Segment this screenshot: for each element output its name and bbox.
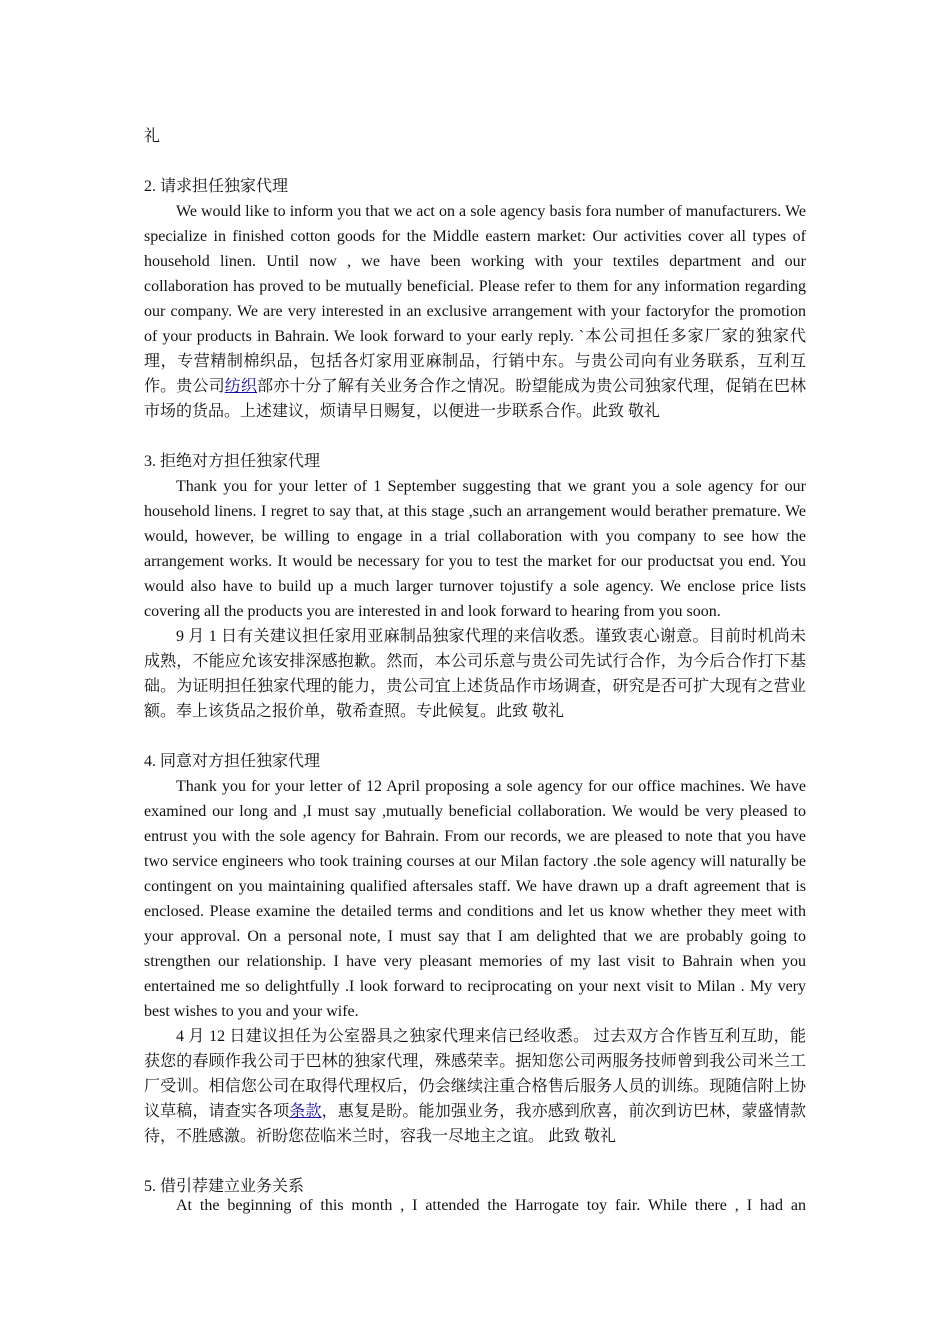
section-2-chinese-text: 部亦十分了解有关业务合作之情况。盼望能成为贵公司独家代理，促销在巴林市场的货品。上述建议，烦请早日赐复，以便进一步联系合作。此致 敬礼 (144, 378, 806, 420)
document-body (144, 124, 806, 1199)
section-4-english-paragraph: Thank you for your letter of 12 April proposing a sole agency for our office machines. We have examined our long and ,I must say ,mutually beneficial collaboration. We would be very pleased to entrust you with the sole agency for Bahrain. From our records, we are pleased to note that you have two service engineers who took training courses at our Milan factory .the sole agency will naturally be contingent on you maintaining qualified aftersales staff. We have drawn up a draft agreement that is enclosed. Please examine the detailed terms and conditions and let us know whether they meet with your approval. On a personal note, I must say that I am delighted that we are probably going to strengthen our relationship. I have very pleasant memories of my last visit to Bahrain when you entertained me so delightfully .I look forward to reciprocating on your next visit to Milan . My very best wishes to you and your wife. (144, 778, 806, 1020)
section-2-heading: 2. 请求担任独家代理 (144, 178, 289, 195)
top-fragment: 礼 (144, 128, 161, 145)
section-5-english-paragraph: At the beginning of this month , I attended the Harrogate toy fair. While there , I had an (176, 1197, 806, 1214)
section-5-heading: 5. 借引荐建立业务关系 (144, 1178, 305, 1195)
textile-link[interactable]: 纺织 (224, 378, 258, 395)
section-2-paragraph (144, 199, 806, 424)
section-3-chinese-paragraph: 9 月 1 日有关建议担任家用亚麻制品独家代理的来信收悉。谨致衷心谢意。目前时机尚未成熟，不能应允该安排深感抱歉。然而，本公司乐意与贵公司先试行合作，为今后合作打下基础。为证明担任独家代理的能力，贵公司宜上述货品作市场调查，研究是否可扩大现有之营业额。奉上该货品之报价单，敬希查照。专此候复。此致 敬礼 (144, 628, 806, 720)
section-4-chinese-paragraph (144, 1024, 806, 1149)
section-4-chinese-text-before: 4 月 12 日建议担任为公室器具之独家代理来信已经收悉。 过去双方合作皆互利互助，能获您的春顾作我公司于巴林的独家代理，殊感荣幸。据知您公司两服务技师曾到我公司米兰工厂受训。相信您公司在取得代理权后，仍会继续注重合格售后服务人员的训练。现随信附上协议草稿，请查实各项 (144, 1028, 806, 1120)
section-3-english-paragraph: Thank you for your letter of 1 September suggesting that we grant you a sole agency for our household linens. I regret to say that, at this stage ,such an arrangement would berather premature. We would, however, be willing to engage in a trial collaboration with you company to see how the arrangement works. It would be necessary for you to test the market for our productsat you end. You would also have to build up a much larger turnover tojustify a sole agency. We enclose price lists covering all the products you are interested in and look forward to hearing from you soon. (144, 478, 806, 620)
section-4-chinese-text-after: ，惠复是盼。能加强业务，我亦感到欣喜，前次到访巴林，蒙盛情款待，不胜感激。祈盼您莅临米兰时，容我一尽地主之谊。 此致 敬礼 (144, 1103, 806, 1145)
section-2-english-text: We would like to inform you that we act on a sole agency basis fora number of manufacturers. We specialize in finished cotton goods for the Middle eastern market: Our activities cover all types of household linen. Until now , we have been working with your textiles department and our collaboration has proved to be mutually beneficial. Please refer to them for any information regarding our company. We are very interested in an exclusive arrangement with your factoryfor the promotion of your products in Bahrain. We look forward to your early reply. `本公司担任多家厂家的独家代理，专营精制棉织品，包括各灯家用亚麻制品，行销中东。与贵公司向有业务联系，互利互作。贵公司 (144, 203, 806, 395)
terms-link[interactable]: 条款 (289, 1103, 322, 1120)
section-4-heading: 4. 同意对方担任独家代理 (144, 753, 321, 770)
section-3-heading: 3. 拒绝对方担任独家代理 (144, 453, 321, 470)
